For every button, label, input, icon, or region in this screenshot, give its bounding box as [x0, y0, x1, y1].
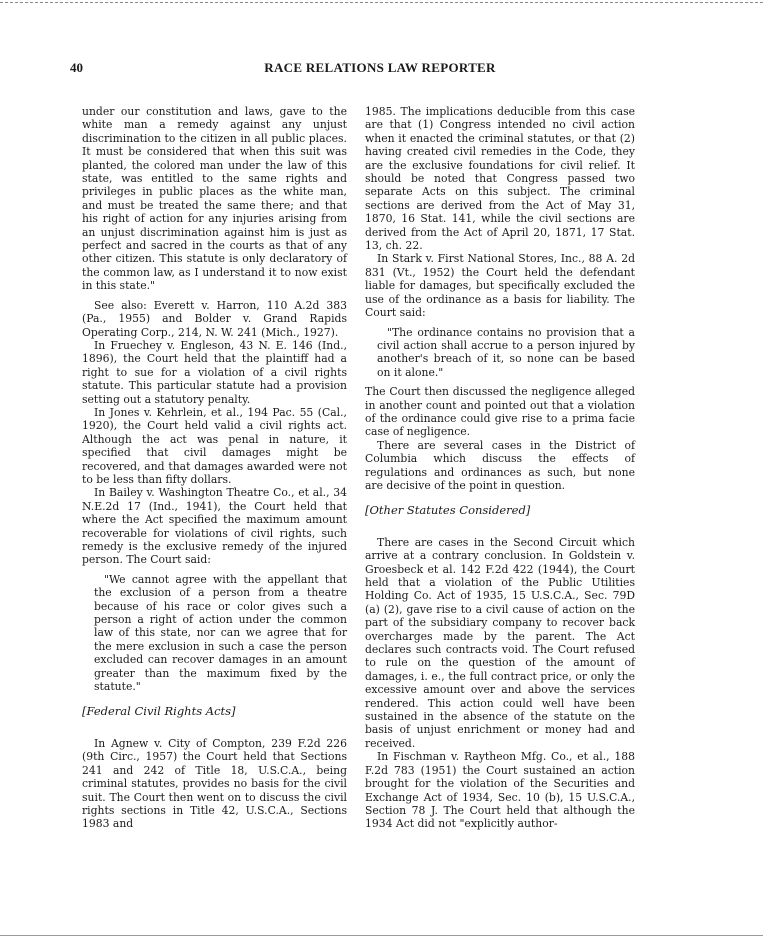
section-heading: [Federal Civil Rights Acts] [82, 704, 236, 719]
block-quote: "The ordinance contains no provision that a civil action shall accrue to a person injured by another's breach of it, so none can be based on it alone." [377, 325, 635, 379]
paragraph: In Fruechey v. Engleson, 43 N. E. 146 (Ind., 1896), the Court held that the plaintiff had a right to sue for a violation of a civil rights statute. This particular statute had a provision setting out a statutory penalty. [82, 338, 347, 406]
paragraph: The Court then discussed the negligence alleged in another count and pointed out that a violation of the ordinance could give rise to a prima facie case of negligence. [365, 385, 635, 439]
paragraph: 1985. The implications deducible from this case are that (1) Congress intended no civil action when it enacted the criminal statutes, or that (2) having created civil remedies in the Code, they are the exclusive foundations for civil relief. It should be noted that Congress passed two separate Acts on this subject. The criminal sections are derived from the Act of May 31, 1870, 16 Stat. 141, while the civil sections are derived from the Act of April 20, 1871, 17 Stat. 13, ch. 22. [365, 105, 635, 253]
paragraph: under our constitution and laws, gave to the white man a remedy against any unjust discrimination to the citizen in all public places. It must be considered that when this suit was planted, the colored man under the law of this state, was entitled to the same rights and privileges in public places as the white man, and must be treated the same there; and that his right of action for any injuries arising from an unjust discrimination against him is just as perfect and sacred in the courts as that of any other citizen. This statute is only declaratory of the common law, as I understand it to now exist in this state." [82, 105, 347, 293]
page-number: 40 [70, 60, 83, 75]
paragraph: In Bailey v. Washington Theatre Co., et al., 34 N.E.2d 17 (Ind., 1941), the Court held that where the Act specified the maximum amount recoverable for violations of civil rights, such remedy is the exclusive remedy of the injured person. The Court said: [82, 486, 347, 567]
paragraph: In Fischman v. Raytheon Mfg. Co., et al., 188 F.2d 783 (1951) the Court sustained an action brought for the violation of the Securities and Exchange Act of 1934, Sec. 10 (b), 15 U.S.C.A., Section 78 J. The Court held that although the 1934 Act did not "explicitly author- [365, 750, 635, 831]
page-header [70, 60, 690, 80]
paragraph: In Stark v. First National Stores, Inc., 88 A. 2d 831 (Vt., 1952) the Court held the defendant liable for damages, but specifically excluded the use of the ordinance as a basis for liability. The Court said: [365, 252, 635, 320]
running-title: RACE RELATIONS LAW REPORTER [264, 60, 496, 75]
block-quote: "We cannot agree with the appellant that the exclusion of a person from a theatre because of his race or color gives such a person a right of action under the common law of this state, nor can we agree that for the mere exclusion in such a case the person excluded can recover damages in an amount greater than the maximum fixed by the statute." [94, 572, 347, 694]
paragraph: In Jones v. Kehrlein, et al., 194 Pac. 55 (Cal., 1920), the Court held valid a civil rights act. Although the act was penal in nature, it specified that civil damages might be recovered, and that damages awarded were not to be less than fifty dollars. [82, 405, 347, 486]
paragraph: There are several cases in the District of Columbia which discuss the effects of regulations and ordinances as such, but none are decisive of the point in question. [365, 438, 635, 492]
right-column [365, 105, 635, 831]
left-column [82, 105, 347, 831]
section-heading: [Other Statutes Considered] [365, 503, 531, 518]
paragraph: See also: Everett v. Harron, 110 A.2d 383 (Pa., 1955) and Bolder v. Grand Rapids Operating Corp., 214, N. W. 241 (Mich., 1927). [82, 298, 347, 339]
top-scan-border [0, 2, 763, 3]
bottom-scan-border [0, 935, 763, 936]
paragraph: In Agnew v. City of Compton, 239 F.2d 226 (9th Circ., 1957) the Court held that Sections 241 and 242 of Title 18, U.S.C.A., being criminal statutes, provides no basis for the civil suit. The Court then went on to discuss the civil rights sections in Title 42, U.S.C.A., Sections 1983 and [82, 736, 347, 831]
paragraph: There are cases in the Second Circuit which arrive at a contrary conclusion. In Goldstein v. Groesbeck et al. 142 F.2d 422 (1944), the Court held that a violation of the Public Utilities Holding Co. Act of 1935, 15 U.S.C.A., Sec. 79D (a) (2), gave rise to a civil cause of action on the part of the subsidiary company to recover back overcharges made by the parent. The Act declares such contracts void. The Court refused to rule on the question of the amount of damages, i. e., the full contract price, or only the excessive amount over and above the services rendered. This action could well have been sustained in the absence of the statute on the basis of unjust enrichment or money had and received. [365, 535, 635, 750]
